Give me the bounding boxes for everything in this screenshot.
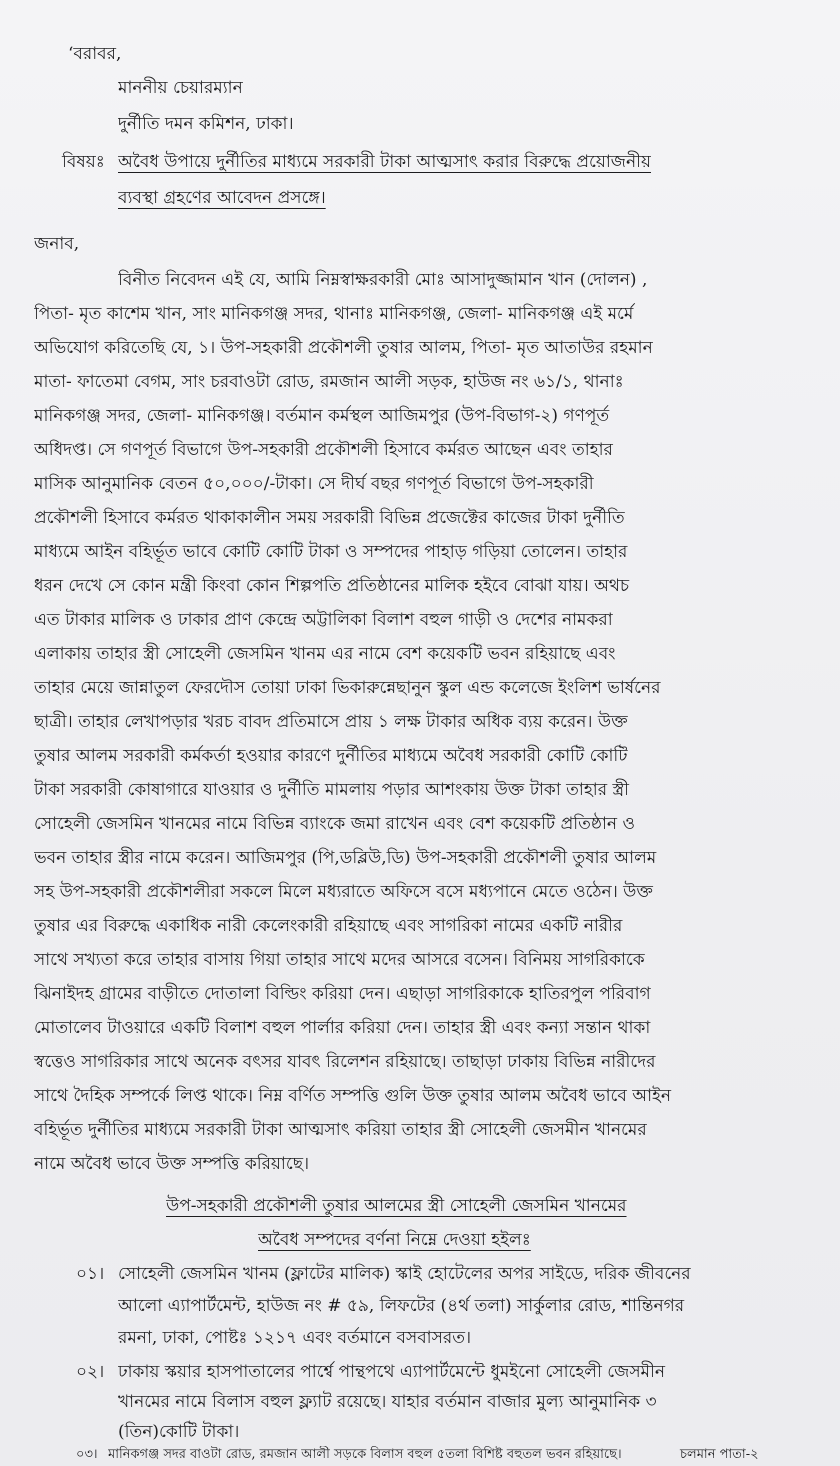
asset-number: ০৩।	[76, 1447, 98, 1462]
body-line: পিতা- মৃত কাশেম খান, সাং মানিকগঞ্জ সদর, থানাঃ মানিকগঞ্জ, জেলা- মানিকগঞ্জ এই মর্মে	[34, 304, 634, 324]
body-line: সাথে দৈহিক সম্পর্কে লিপ্ত থাকে। নিম্ন বর্ণিত সম্পত্তি গুলি উক্ত তুষার আলম অবৈধ ভাবে আইন	[34, 1086, 672, 1106]
body-line: তুষার আলম সরকারী কর্মকর্তা হওয়ার কারণে দুর্নীতির মাধ্যমে অবৈধ সরকারী কোটি কোটি	[34, 746, 628, 766]
body-line: স্বত্তেও সাগরিকার সাথে অনেক বৎসর যাবৎ রিলেশন রহিয়াছে। তাছাড়া ঢাকায় বিভিন্ন নারীদের	[34, 1052, 656, 1072]
body-line: অভিযোগ করিতেছি যে, ১। উপ-সহকারী প্রকৌশলী তুষার আলম, পিতা- মৃত আতাউর রহমান	[34, 338, 653, 358]
asset-line: (তিন)কোটি টাকা।	[118, 1422, 240, 1442]
body-line: নামে অবৈধ ভাবে উক্ত সম্পত্তি করিয়াছে।	[34, 1154, 310, 1174]
greeting: জনাব,	[34, 234, 80, 254]
asset-line: খানমের নামে বিলাস বহুল ফ্ল্যাট রয়েছে। যাহার বর্তমান বাজার মুল্য আনুমানিক ৩	[118, 1392, 657, 1412]
recipient-title: মাননীয় চেয়ারম্যান	[118, 78, 243, 98]
asset-line: আলো এ্যাপার্টমেন্ট, হাউজ নং # ৫৯, লিফটের (৪র্থ তলা) সার্কুলার রোড, শান্তিনগর	[118, 1296, 685, 1316]
asset-line: ঢাকায় স্কয়ার হাসপাতালের পার্শ্বে পান্থপথে এ্যাপার্টমেন্টে ধুমইনো সোহেলী জেসমীন	[118, 1362, 665, 1382]
asset-number: ০২।	[76, 1362, 105, 1382]
assets-heading-line-2: অবৈধ সম্পদের বর্ণনা নিম্নে দেওয়া হইলঃ	[258, 1230, 531, 1250]
body-line: মানিকগঞ্জ সদর, জেলা- মানিকগঞ্জ। বর্তমান কর্মস্থল আজিমপুর (উপ-বিভাগ-২) গণপূর্ত	[34, 406, 610, 426]
body-line: বিনীত নিবেদন এই যে, আমি নিম্নস্বাক্ষরকারী মোঃ আসাদুজ্জামান খান (দোলন) ,	[118, 270, 648, 290]
body-line: ধরন দেখে সে কোন মন্ত্রী কিংবা কোন শিল্পপতি প্রতিষ্ঠানের মালিক হইবে বোঝা যায়। অথচ	[34, 576, 630, 596]
body-line: ঝিনাইদহ গ্রামের বাড়ীতে দোতালা বিল্ডিং করিয়া দেন। এছাড়া সাগরিকাকে হাতিরপুল পরিবাগ	[34, 984, 651, 1004]
body-line: এত টাকার মালিক ও ঢাকার প্রাণ কেন্দ্রে অট্টালিকা বিলাশ বহুল গাড়ী ও দেশের নামকরা	[34, 610, 613, 630]
asset-line: সোহেলী জেসমিন খানম (ফ্লাটের মালিক) স্কাই হোটেলের অপর সাইডে, দরিক জীবনের	[118, 1264, 691, 1284]
body-line: মোতালেব টাওয়ারে একটি বিলাশ বহুল পার্লার করিয়া দেন। তাহার স্ত্রী এবং কন্যা সন্তান থাকা	[34, 1018, 651, 1038]
asset-line: মানিকগঞ্জ সদর বাওটা রোড, রমজান আলী সড়কে বিলাস বহুল ৫তলা বিশিষ্ট বহুতল ভবন রহিয়াছে।	[108, 1447, 622, 1462]
body-line: মাতা- ফাতেমা বেগম, সাং চরবাওটা রোড, রমজান আলী সড়ক, হাউজ নং ৬১/১, থানাঃ	[34, 372, 624, 392]
body-line: অধিদপ্ত। সে গণপূর্ত বিভাগে উপ-সহকারী প্রকৌশলী হিসাবে কর্মরত আছেন এবং তাহার	[34, 440, 613, 460]
recipient-org: দুর্নীতি দমন কমিশন, ঢাকা।	[118, 114, 294, 134]
assets-heading-line-1: উপ-সহকারী প্রকৌশলী তুষার আলমের স্ত্রী সোহেলী জেসমিন খানমের	[166, 1196, 627, 1216]
continuation-note: চলমান পাতা-২	[680, 1447, 759, 1462]
body-line: সহ উপ-সহকারী প্রকৌশলীরা সকলে মিলে মধ্যরাতে অফিসে বসে মধ্যপানে মেতে ওঠেন। উক্ত	[34, 882, 653, 902]
body-line: তাহার মেয়ে জান্নাতুল ফেরদৌস তোয়া ঢাকা ভিকারুন্নেছানুন স্কুল এন্ড কলেজে ইংলিশ ভার্ষনের	[34, 678, 661, 698]
body-line: ছাত্রী। তাহার লেখাপড়ার খরচ বাবদ প্রতিমাসে প্রায় ১ লক্ষ টাকার অধিক ব্যয় করেন। উক্ত	[34, 712, 628, 732]
body-line: প্রকৌশলী হিসাবে কর্মরত থাকাকালীন সময় সরকারী বিভিন্ন প্রজেক্টের কাজের টাকা দুর্নীতি	[34, 508, 625, 528]
body-line: তুষার এর বিরুদ্ধে একাধিক নারী কেলেংকারী রহিয়াছে এবং সাগরিকা নামের একটি নারীর	[34, 916, 623, 936]
subject-line-1: অবৈধ উপায়ে দুর্নীতির মাধ্যমে সরকারী টাকা আত্মসাৎ করার বিরুদ্ধে প্রয়োজনীয়	[118, 152, 652, 172]
body-line: ভবন তাহার স্ত্রীর নামে করেন। আজিমপুর (পি,ডব্লিউ,ডি) উপ-সহকারী প্রকৌশলী তুষার আলম	[34, 848, 657, 868]
body-line: সাথে সখ্যতা করে তাহার বাসায় গিয়া তাহার সাথে মদের আসরে বসেন। বিনিময় সাগরিকাকে	[34, 950, 645, 970]
asset-line: রমনা, ঢাকা, পোষ্টঃ ১২১৭ এবং বর্তমানে বসবাসরত।	[118, 1328, 472, 1348]
asset-number: ০১।	[76, 1264, 105, 1284]
body-line: মাসিক আনুমানিক বেতন ৫০,০০০/-টাকা। সে দীর্ঘ বছর গণপূর্ত বিভাগে উপ-সহকারী	[34, 474, 594, 494]
body-line: মাধ্যমে আইন বহির্ভূত ভাবে কোটি কোটি টাকা ও সম্পদের পাহাড় গড়িয়া তোলেন। তাহার	[34, 542, 628, 562]
body-line: এলাকায় তাহার স্ত্রী সোহেলী জেসমিন খানম এর নামে বেশ কয়েকটি ভবন রহিয়াছে এবং	[34, 644, 616, 664]
subject-label: বিষয়ঃ	[62, 152, 105, 172]
salutation-to: ‘বরাবর,	[68, 44, 122, 64]
body-line: টাকা সরকারী কোষাগারে যাওয়ার ও দুর্নীতি মামলায় পড়ার আশংকায় উক্ত টাকা তাহার স্ত্রী	[34, 780, 630, 800]
body-line: সোহেলী জেসমিন খানমের নামে বিভিন্ন ব্যাংকে জমা রাখেন এবং বেশ কয়েকটি প্রতিষ্ঠান ও	[34, 814, 635, 834]
body-line: বহির্ভূত দুর্নীতির মাধ্যমে সরকারী টাকা আত্মসাৎ করিয়া তাহার স্ত্রী সোহেলী জেসমীন খানমের	[34, 1120, 647, 1140]
subject-line-2: ব্যবস্থা গ্রহণের আবেদন প্রসঙ্গে।	[118, 188, 326, 208]
